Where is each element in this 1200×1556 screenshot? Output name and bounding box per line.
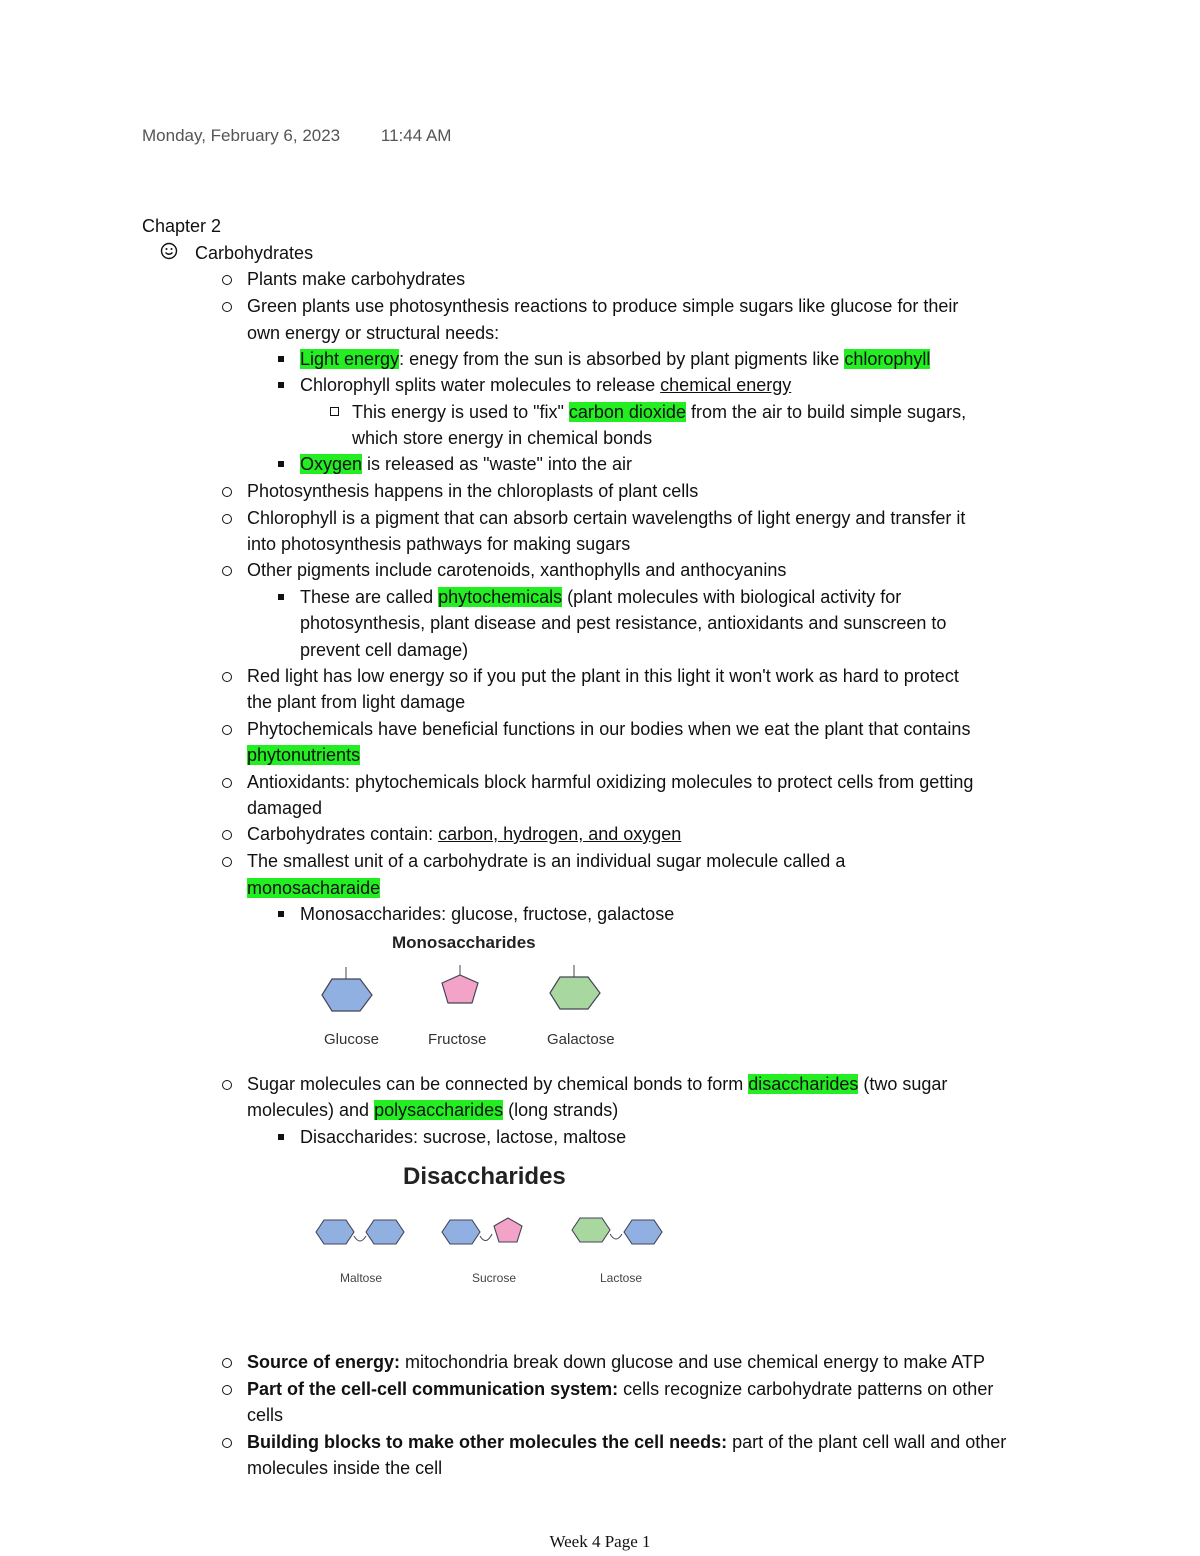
fructose-label: Fructose	[428, 1031, 487, 1048]
list-item	[247, 1429, 1006, 1456]
fructose-ring-icon	[442, 975, 478, 1003]
text: from the air to build simple sugars,	[685, 402, 967, 422]
monosaccharides-figure	[310, 955, 630, 1035]
square-bullet-icon	[278, 461, 284, 467]
list-item: Phytochemicals have beneficial functions in our bodies when we eat the plant that contains	[247, 719, 971, 739]
hollow-square-bullet-icon	[330, 407, 339, 416]
highlight: Light energy	[300, 349, 400, 369]
circle-bullet-icon	[222, 302, 232, 312]
monosaccharides-figure-title: Monosaccharides	[392, 933, 536, 952]
circle-bullet-icon	[222, 857, 232, 867]
sucrose-ring-icon	[442, 1220, 480, 1244]
list-item-continued: own energy or structural needs:	[247, 323, 500, 343]
highlight: phytonutrients	[247, 745, 361, 765]
circle-bullet-icon	[222, 1358, 232, 1368]
galactose-ring-icon	[550, 977, 600, 1009]
list-item: Chlorophyll is a pigment that can absorb certain wavelengths of light energy and transfer it	[247, 508, 966, 528]
list-item: Green plants use photosynthesis reactions to produce simple sugars like glucose for their	[247, 296, 959, 316]
text: These are called	[300, 587, 439, 607]
note-time: 11:44 AM	[380, 126, 452, 145]
list-item	[247, 821, 681, 848]
list-item	[352, 399, 966, 426]
list-item: Photosynthesis happens in the chloroplasts of plant cells	[247, 481, 699, 501]
text: (plant molecules with biological activity for	[562, 587, 902, 607]
bold-text: Source of energy:	[247, 1352, 401, 1372]
list-item-continued: the plant from light damage	[247, 692, 466, 712]
text: Chlorophyll splits water molecules to release	[300, 375, 661, 395]
list-item-continued: prevent cell damage)	[300, 640, 469, 660]
list-item: Antioxidants: phytochemicals block harmful oxidizing molecules to protect cells from getting	[247, 772, 974, 792]
list-item: Monosaccharides: glucose, fructose, galactose	[300, 904, 675, 924]
underlined-text: carbon, hydrogen, and oxygen	[438, 824, 682, 844]
list-item-continued	[247, 742, 360, 769]
list-item	[247, 1349, 985, 1376]
underlined-text: chemical energy	[660, 375, 792, 395]
circle-bullet-icon	[222, 514, 232, 524]
list-item	[300, 372, 791, 399]
text: cells recognize carbohydrate patterns on other	[618, 1379, 994, 1399]
text: is released as "waste" into the air	[362, 454, 632, 474]
text: : enegy from the sun is absorbed by plant pigments like	[399, 349, 845, 369]
list-item	[247, 1376, 993, 1403]
glucose-ring-icon	[322, 979, 372, 1011]
text: Carbohydrates contain:	[247, 824, 439, 844]
list-item	[300, 346, 930, 373]
list-item-continued: which store energy in chemical bonds	[352, 428, 653, 448]
lactose-ring-icon	[572, 1218, 610, 1242]
circle-bullet-icon	[222, 566, 232, 576]
highlight: Oxygen	[300, 454, 363, 474]
text: (long strands)	[503, 1100, 619, 1120]
list-item-continued	[247, 875, 380, 902]
highlight: carbon dioxide	[568, 402, 686, 422]
maltose-label: Maltose	[340, 1271, 383, 1285]
highlight: phytochemicals	[438, 587, 563, 607]
highlight: polysaccharides	[374, 1100, 504, 1120]
chapter-heading: Chapter 2	[142, 216, 222, 236]
smiley-bullet-icon	[160, 242, 178, 260]
circle-bullet-icon	[222, 725, 232, 735]
page-footer: Week 4 Page 1	[549, 1532, 651, 1551]
glucose-label: Glucose	[324, 1031, 380, 1048]
list-item: Other pigments include carotenoids, xanthophylls and anthocyanins	[247, 560, 787, 580]
circle-bullet-icon	[222, 778, 232, 788]
bold-text: Part of the cell-cell communication system:	[247, 1379, 619, 1399]
disaccharides-figure	[310, 1200, 680, 1265]
list-item-continued: damaged	[247, 798, 323, 818]
bold-text: Building blocks to make other molecules the cell needs:	[247, 1432, 728, 1452]
text: This energy is used to "fix"	[352, 402, 569, 422]
circle-bullet-icon	[222, 1080, 232, 1090]
list-item	[300, 451, 632, 478]
list-item-continued: photosynthesis, plant disease and pest resistance, antioxidants and sunscreen to	[300, 613, 947, 633]
list-item: The smallest unit of a carbohydrate is an individual sugar molecule called a	[247, 851, 846, 871]
text: molecules) and	[247, 1100, 375, 1120]
text: part of the plant cell wall and other	[727, 1432, 1007, 1452]
circle-bullet-icon	[222, 830, 232, 840]
circle-bullet-icon	[222, 1385, 232, 1395]
list-item: Red light has low energy so if you put the plant in this light it won't work as hard to protect	[247, 666, 959, 686]
list-item-continued	[247, 1097, 618, 1124]
list-item	[300, 584, 901, 611]
square-bullet-icon	[278, 356, 284, 362]
maltose-ring-icon	[316, 1220, 354, 1244]
galactose-label: Galactose	[547, 1031, 615, 1048]
square-bullet-icon	[278, 594, 284, 600]
text: mitochondria break down glucose and use chemical energy to make ATP	[400, 1352, 986, 1372]
circle-bullet-icon	[222, 487, 232, 497]
list-item-continued: molecules inside the cell	[247, 1458, 443, 1478]
text: Sugar molecules can be connected by chemical bonds to form	[247, 1074, 749, 1094]
sucrose-label: Sucrose	[472, 1271, 517, 1285]
list-item: Disaccharides: sucrose, lactose, maltose	[300, 1127, 627, 1147]
circle-bullet-icon	[222, 1438, 232, 1448]
topic-carbohydrates: Carbohydrates	[195, 243, 314, 263]
highlight: chlorophyll	[844, 349, 931, 369]
highlight: disaccharides	[748, 1074, 859, 1094]
disaccharides-figure-title: Disaccharides	[403, 1163, 566, 1190]
list-item-continued: into photosynthesis pathways for making sugars	[247, 534, 631, 554]
lactose-label: Lactose	[600, 1271, 643, 1285]
note-date: Monday, February 6, 2023	[142, 126, 341, 145]
note-header	[142, 126, 451, 146]
circle-bullet-icon	[222, 672, 232, 682]
square-bullet-icon	[278, 911, 284, 917]
list-item: Plants make carbohydrates	[247, 269, 466, 289]
highlight: monosacharaide	[247, 878, 381, 898]
square-bullet-icon	[278, 382, 284, 388]
list-item-continued: cells	[247, 1405, 284, 1425]
text: (two sugar	[858, 1074, 948, 1094]
list-item	[247, 1071, 947, 1098]
circle-bullet-icon	[222, 275, 232, 285]
square-bullet-icon	[278, 1134, 284, 1140]
